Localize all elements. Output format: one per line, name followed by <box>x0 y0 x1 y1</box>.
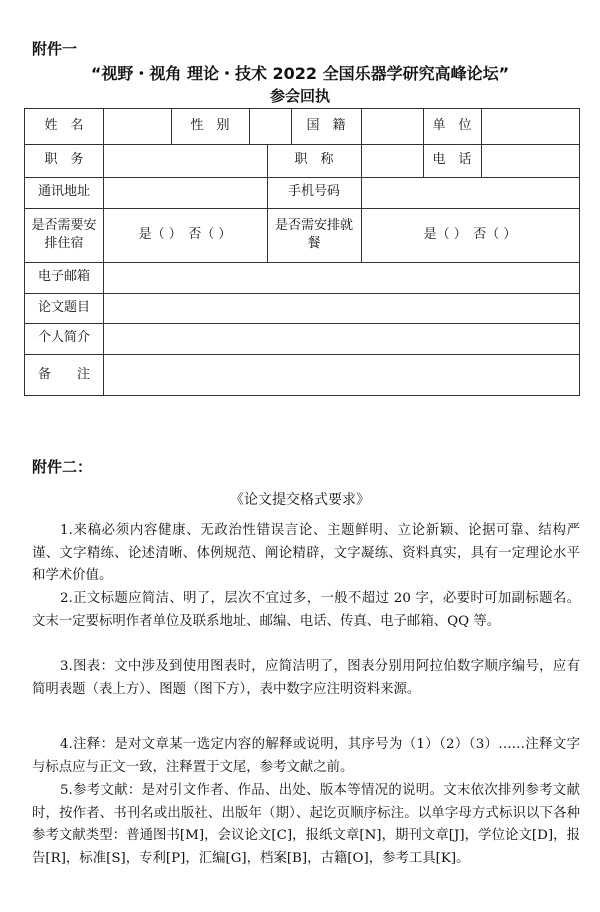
phone-label: 电 话 <box>432 152 472 168</box>
attachment-1-heading: 附件一 <box>32 40 78 58</box>
name-field[interactable] <box>103 109 171 144</box>
bio-field[interactable] <box>103 323 579 354</box>
position-label: 职 务 <box>44 152 84 168</box>
format-requirements-title: 《论文提交格式要求》 <box>230 492 370 508</box>
receipt-subtitle: 参会回执 <box>269 87 330 105</box>
registration-form-table <box>24 108 580 396</box>
mobile-label: 手机号码 <box>287 184 340 200</box>
gender-label: 性 别 <box>190 118 230 134</box>
phone-field[interactable] <box>481 144 579 177</box>
remarks-label: 备 注 <box>37 366 90 382</box>
nationality-label: 国 籍 <box>306 118 346 134</box>
lodging-label: 是否需要安排住宿 <box>31 217 97 251</box>
attachment-2-heading: 附件二： <box>32 458 93 476</box>
address-label: 通讯地址 <box>37 184 90 200</box>
requirement-paragraph-charts: 3.图表：文中涉及到使用图表时，应简洁明了，图表分别用阿拉伯数字顺序编号，应有简明表题（表上方）、图题（图下方），表中数字应注明资料来源。 <box>32 659 580 697</box>
requirement-paragraph-content: 1.来稿必须内容健康、无政治性错误言论、主题鲜明、立论新颖、论据可靠、结构严谨、文字精练、论述清晰、体例规范、阐论精辟，文字凝练、资料真实，具有一定理论水平和学术价值。 <box>32 523 580 583</box>
gender-field[interactable] <box>249 109 291 144</box>
unit-field[interactable] <box>481 109 579 144</box>
paper-title-field[interactable] <box>103 293 579 323</box>
title-label: 职 称 <box>294 152 334 168</box>
email-label: 电子邮箱 <box>37 269 90 285</box>
requirement-paragraph-notes: 4.注释：是对文章某一选定内容的解释或说明，其序号为（1）（2）（3）……注释文字与标点应与正文一致，注释置于文尾，参考文献之前。 <box>32 737 580 775</box>
email-field[interactable] <box>103 262 579 293</box>
title-field[interactable] <box>361 144 423 177</box>
mobile-field[interactable] <box>361 177 579 208</box>
forum-title: “视野・视角 理论・技术 2022 全国乐器学研究高峰论坛” <box>90 64 510 83</box>
nationality-field[interactable] <box>361 109 423 144</box>
requirement-paragraph-references: 5.参考文献：是对引文作者、作品、出处、版本等情况的说明。文末依次排列参考文献时，按作者、书刊名或出版社、出版年（期）、起讫页顺序标注。以单字母方式标识以下各种参考文献类型：普通图书[M]，会议论文[C]，报纸文章[N]，期刊文章[J]，学位论文[D]，报告[R]，标准[S]，专利[P]，汇编[G]，档案[B]，古籍[O]，参考工具[K]。 <box>32 783 580 866</box>
meal-label: 是否需安排就餐 <box>274 217 353 251</box>
lodging-options[interactable]: 是（ ） 否（ ） <box>138 226 232 242</box>
name-label: 姓 名 <box>44 118 84 134</box>
unit-label: 单 位 <box>432 118 472 134</box>
paper-title-label: 论文题目 <box>37 299 90 315</box>
address-field[interactable] <box>103 177 267 208</box>
position-field[interactable] <box>103 144 267 177</box>
remarks-field[interactable] <box>103 354 579 396</box>
meal-options[interactable]: 是（ ） 否（ ） <box>423 226 517 242</box>
requirement-paragraph-title: 2.正文标题应简洁、明了，层次不宜过多，一般不超过 20 字，必要时可加副标题名。文末一定要标明作者单位及联系地址、邮编、电话、传真、电子邮箱、QQ 等。 <box>32 591 580 629</box>
bio-label: 个人简介 <box>37 330 90 346</box>
